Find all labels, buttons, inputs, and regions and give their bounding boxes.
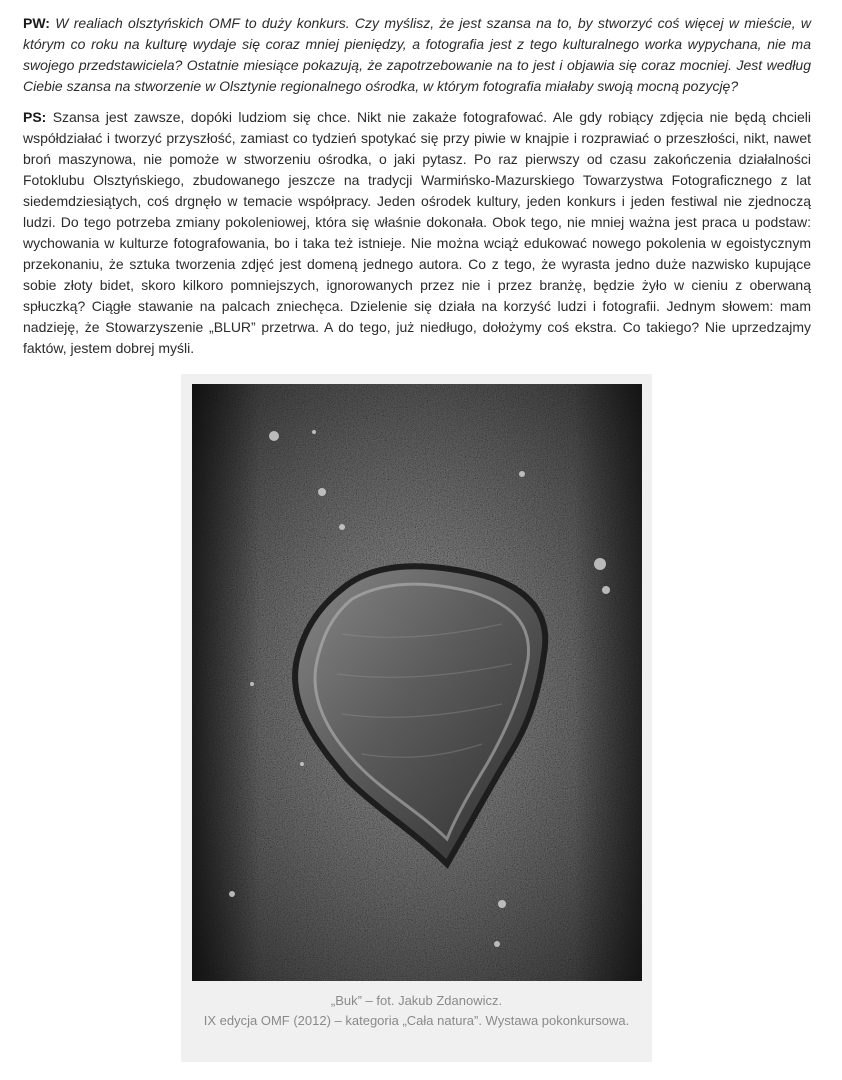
answer-speaker: PS: bbox=[23, 109, 53, 125]
tree-bark-photo[interactable] bbox=[192, 384, 642, 981]
interview-answer bbox=[23, 107, 811, 359]
answer-text: Szansa jest zawsze, dopóki ludziom się chce. Nikt nie zakaże fotografować. Ale gdy robiący zdjęcia nie będą chcieli współdziałać i tworzyć przyszłość, zamiast co tydzień spotykać się przy piwie w knajpie i rozprawiać o przeszłości, nikt, nawet broń maszynowa, nie pomoże w stworzeniu ośrodka, o jaki pytasz. Po raz pierwszy od czasu zakończenia działalności Fotoklubu Olsztyńskiego, zbudowanego jeszcze na tradycji Warmińsko-Mazurskiego Towarzystwa Fotograficznego z lat siedemdziesiątych, coś drgnęło w temacie współpracy. Jeden ośrodek kultury, jeden konkurs i jeden festiwal nie zjednoczą ludzi. Do tego potrzeba zmiany pokoleniowej, która się właśnie dokonała. Obok tego, nie mniej ważna jest praca u podstaw: wychowania w kulturze fotografowania, bo i taka też istnieje. Nie można wciąż edukować nowego pokolenia w egoistycznym przekonaniu, że sztuka tworzenia zdjęć jest domeną jednego autora. Co z tego, że wyrasta jedno duże nazwisko kupujące sobie złoty bidet, skoro kilkoro pomniejszych, ignorowanych przez nie i przez branżę, będzie żyło w cieniu z oberwaną spłuczką? Ciągłe stawanie na palcach zniechęca. Dzielenie się działa na korzyść ludzi i fotografii. Jednym słowem: mam nadzieję, że Stowarzyszenie „BLUR” przetrwa. A do tego, już niedługo, dołożymy coś ekstra. Co takiego? Nie uprzedzajmy faktów, jestem dobrej myśli. bbox=[23, 109, 811, 356]
article-body bbox=[23, 13, 811, 369]
question-text: W realiach olsztyńskich OMF to duży konkurs. Czy myślisz, że jest szansa na to, by stworzyć coś więcej w mieście, w którym co roku na kulturę wydaje się coraz mniej pieniędzy, a fotografia jest z tego kulturalnego worka wypychana, nie ma swojego przedstawiciela? Ostatnie miesiące pokazują, że zapotrzebowanie na to jest i objawia się coraz mocniej. Jest według Ciebie szansa na stworzenie w Olsztynie regionalnego ośrodka, w którym fotografia miałaby swoją mocną pozycję? bbox=[23, 15, 811, 94]
question-speaker: PW: bbox=[23, 15, 56, 31]
photo-caption bbox=[201, 991, 632, 1031]
caption-details: IX edycja OMF (2012) – kategoria „Cała natura”. Wystawa pokonkursowa. bbox=[203, 1013, 630, 1028]
interview-question bbox=[23, 13, 811, 97]
caption-title: „Buk” – fot. Jakub Zdanowicz. bbox=[330, 993, 503, 1008]
bark-photo-illustration bbox=[192, 384, 642, 981]
photo-figure bbox=[181, 374, 652, 1062]
